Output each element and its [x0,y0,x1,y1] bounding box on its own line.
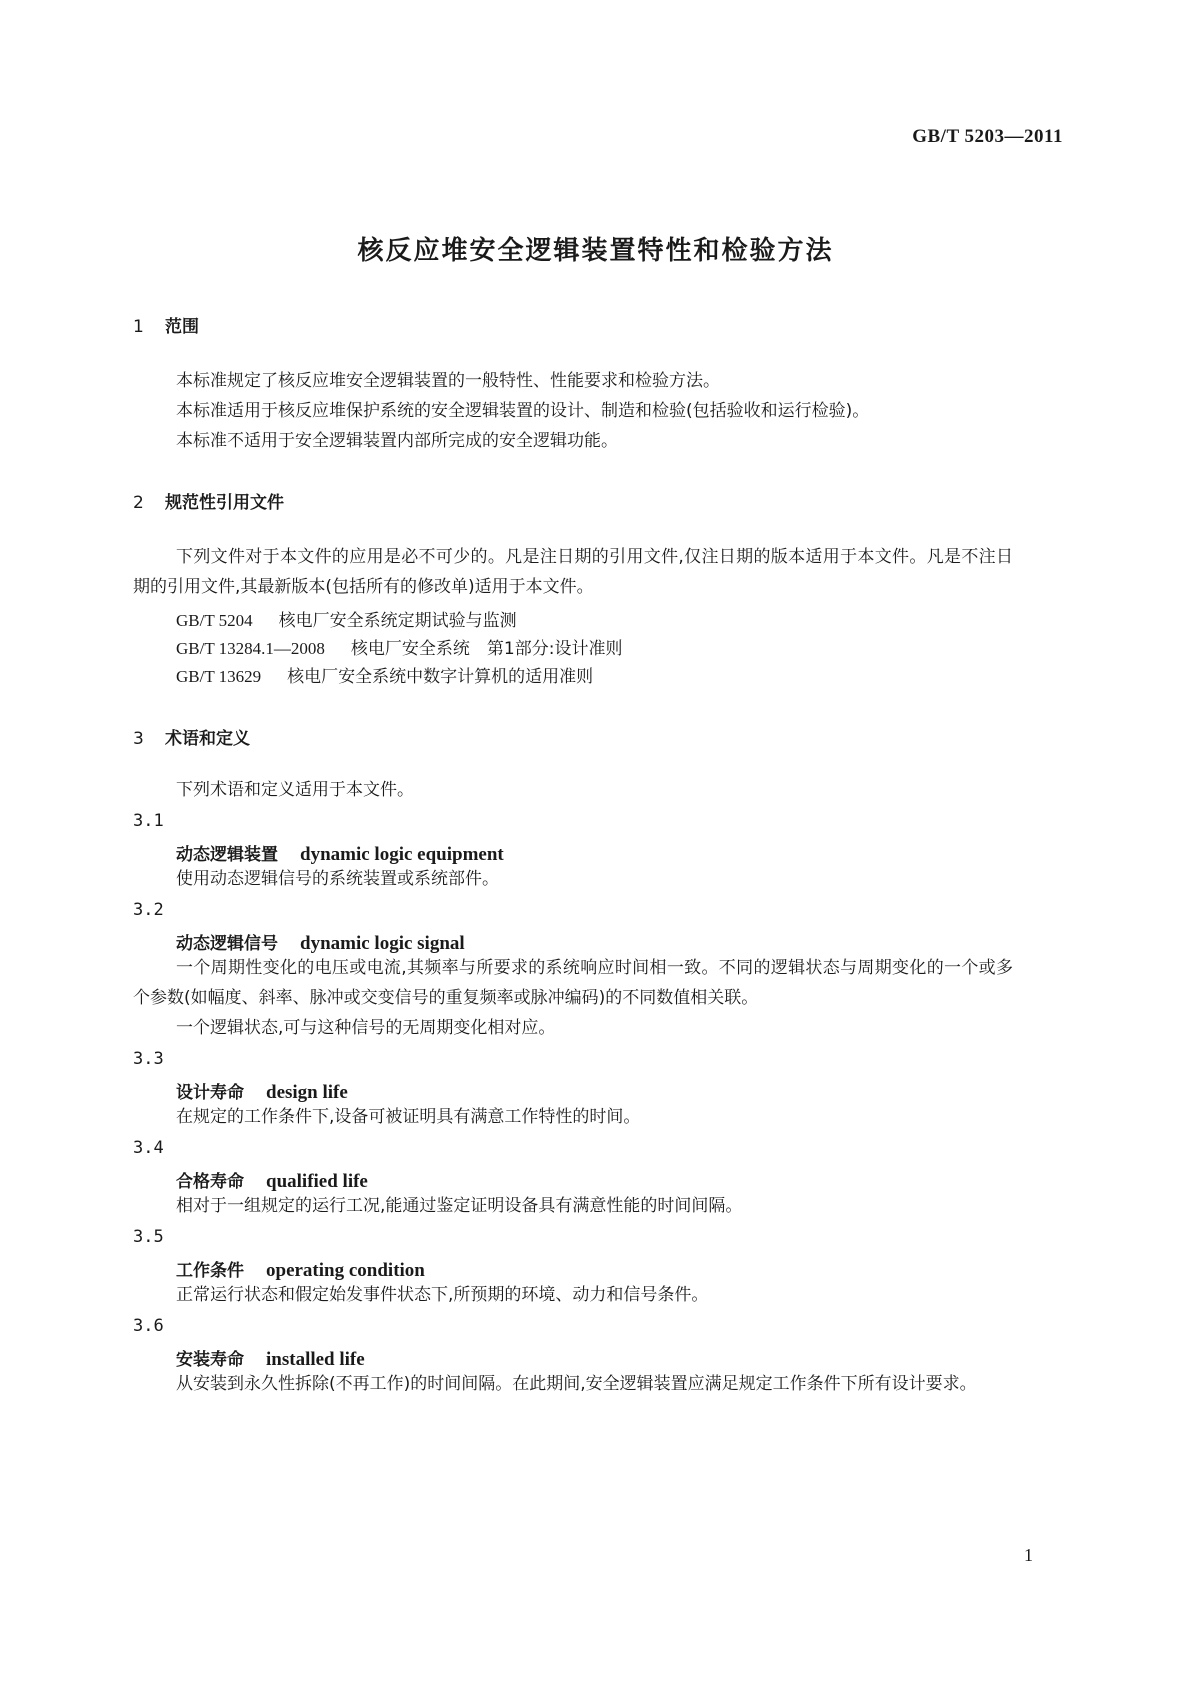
page-number: 1 [1024,1545,1033,1565]
paragraph: 本标准适用于核反应堆保护系统的安全逻辑装置的设计、制造和检验(包括验收和运行检验)。 [176,401,870,421]
section-2-heading [133,488,284,513]
paragraph: 本标准规定了核反应堆安全逻辑装置的一般特性、性能要求和检验方法。 [176,371,720,391]
term-number: 3.4 [133,1138,164,1158]
term-en: dynamic logic equipment [300,844,504,865]
term-en: design life [266,1082,348,1103]
term-zh: 设计寿命 [176,1083,244,1103]
term-title [176,1256,425,1282]
term-title [176,1078,348,1104]
term-title [176,840,504,866]
section-title: 范围 [165,317,199,337]
reference-item [176,662,593,687]
term-number: 3.3 [133,1049,164,1069]
reference-title: 核电厂安全系统中数字计算机的适用准则 [287,667,594,687]
reference-code: GB/T 13284.1—2008 [176,639,325,658]
section-number: 1 [133,317,144,337]
section-number: 2 [133,493,144,513]
section-title: 规范性引用文件 [165,493,284,513]
term-definition: 相对于一组规定的运行工况,能通过鉴定证明设备具有满意性能的时间间隔。 [176,1196,743,1216]
paragraph: 本标准不适用于安全逻辑装置内部所完成的安全逻辑功能。 [176,431,618,451]
term-number: 3.1 [133,811,164,831]
paragraph: 下列术语和定义适用于本文件。 [176,780,414,800]
section-1-heading [133,312,199,337]
reference-title: 核电厂安全系统 第1部分:设计准则 [350,639,623,659]
term-en: dynamic logic signal [300,933,465,954]
term-definition: 使用动态逻辑信号的系统装置或系统部件。 [176,869,499,889]
term-title [176,1167,368,1193]
reference-item [176,606,517,631]
section-number: 3 [133,729,144,749]
term-definition: 正常运行状态和假定始发事件状态下,所预期的环境、动力和信号条件。 [176,1285,709,1305]
term-definition: 从安装到永久性拆除(不再工作)的时间间隔。在此期间,安全逻辑装置应满足规定工作条件下所有设计要求。 [176,1374,977,1394]
standard-code: GB/T 5203—2011 [912,126,1063,147]
reference-code: GB/T 5204 [176,611,253,630]
section-3-heading [133,724,250,749]
term-definition: 一个逻辑状态,可与这种信号的无周期变化相对应。 [176,1018,556,1038]
term-zh: 动态逻辑信号 [176,934,278,954]
term-number: 3.2 [133,900,164,920]
term-zh: 工作条件 [176,1261,244,1281]
document-title: 核反应堆安全逻辑装置特性和检验方法 [357,236,834,266]
term-number: 3.6 [133,1316,164,1336]
term-en: installed life [266,1349,365,1370]
term-number: 3.5 [133,1227,164,1247]
reference-code: GB/T 13629 [176,667,262,686]
reference-title: 核电厂安全系统定期试验与监测 [278,611,517,631]
term-title [176,1345,365,1371]
term-en: qualified life [266,1171,368,1192]
term-definition: 在规定的工作条件下,设备可被证明具有满意工作特性的时间。 [176,1107,641,1127]
term-zh: 合格寿命 [176,1172,244,1192]
term-zh: 安装寿命 [176,1350,244,1370]
term-definition: 一个周期性变化的电压或电流,其频率与所要求的系统响应时间相一致。不同的逻辑状态与周期变化的一个或多个参数(如幅度、斜率、脉冲或交变信号的重复频率或脉冲编码)的不同数值相关联。 [133,958,1013,1008]
section-title: 术语和定义 [165,729,250,749]
paragraph: 下列文件对于本文件的应用是必不可少的。凡是注日期的引用文件,仅注日期的版本适用于本文件。凡是不注日期的引用文件,其最新版本(包括所有的修改单)适用于本文件。 [133,547,1013,597]
term-en: operating condition [266,1260,425,1281]
term-zh: 动态逻辑装置 [176,845,278,865]
reference-item [176,634,622,659]
term-title [176,929,465,955]
